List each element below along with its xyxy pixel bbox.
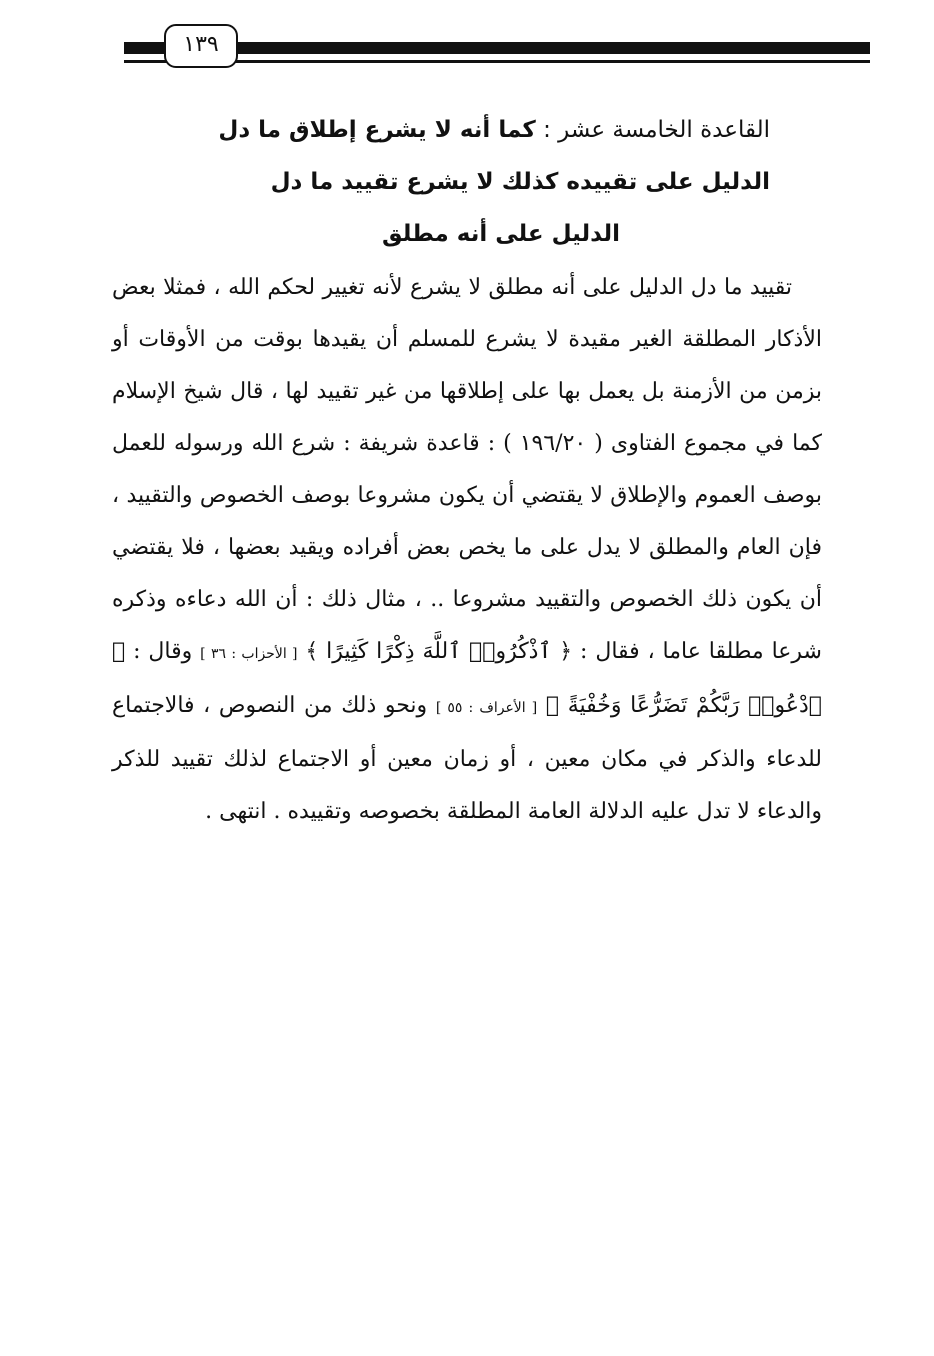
body-paragraph [112,262,822,838]
quran-verse-2: ﴿ ٱدْعُوا۟ رَبَّكُمْ تَضَرُّعًا وَخُفْيَةً ﴾ [112,639,822,718]
heading-label: القاعدة الخامسة عشر : [543,117,770,143]
heading-line2: الدليل على تقييده كذلك لا يشرع تقييد ما دل [270,169,770,195]
verse-citation-2: [ الأعراف : ٥٥ ] [435,700,538,716]
page-number: ١٣٩ [164,24,238,68]
heading-line1: كما أنه لا يشرع إطلاق ما دل [218,117,536,143]
body-text-part3: ونحو ذلك من النصوص ، فالاجتماع للدعاء والذكر في مكان معين ، أو زمان معين أو الاجتماع لذلك تقييد للذكر والدعاء لا تدل عليه الدلالة العامة المطلقة بخصوصه وتقييده . انتهى . [112,693,822,824]
body-text-part2: وقال : [133,639,193,664]
heading-line3: الدليل على أنه مطلق [382,221,620,247]
rule-heading [120,104,770,260]
verse-citation-1: [ الأحزاب : ٣٦ ] [200,646,298,662]
body-text-part1: تقييد ما دل الدليل على أنه مطلق لا يشرع لأنه تغيير لحكم الله ، فمثلا بعض الأذكار المطلقة الغير مقيدة لا يشرع للمسلم أن يقيدها بوقت من الأوقات أو بزمن من الأزمنة بل يعمل بها على إطلاقها من غير تقييد لها ، قال شيخ الإسلام كما في مجموع الفتاوى ( ١٩٦/٢٠ ) : قاعدة شريفة : شرع الله ورسوله للعمل بوصف العموم والإطلاق لا يقتضي أن يكون مشروعا بوصف الخصوص والتقييد ، فإن العام والمطلق لا يدل على ما يخص بعض أفراده ويقيد بعضها ، فلا يقتضي أن يكون ذلك الخصوص والتقييد مشروعا .. ، مثال ذلك : أن الله دعاءه وذكره شرعا مطلقا عاما ، فقال : [112,275,822,664]
quran-verse-1: ﴿ ٱذْكُرُوا۟ ٱللَّهَ ذِكْرًا كَثِيرًا ﴾ [305,639,573,664]
